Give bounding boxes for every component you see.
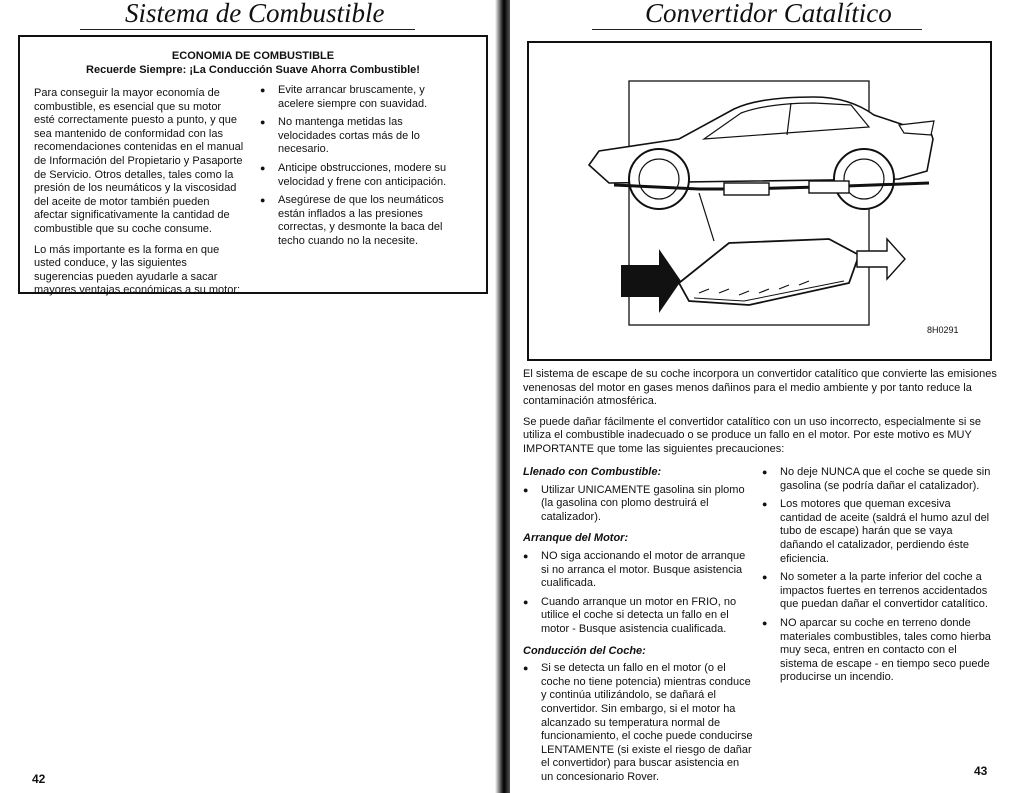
box-paragraph-2: Lo más importante es la forma en que usted conduce, y las siguientes sugerencias pueden ayudarle a sacar mayores ventajas económicas a su motor: — [34, 243, 241, 297]
start-list — [523, 550, 753, 637]
precautions-column-1 — [523, 458, 753, 789]
catalytic-converter-figure — [527, 41, 992, 361]
section-heading-start: Arranque del Motor: — [523, 532, 629, 545]
box-tips-list — [260, 84, 460, 254]
left-page — [0, 0, 495, 793]
right-title-rule — [592, 29, 922, 30]
box-paragraph-1: Para conseguir la mayor economía de combustible, es esencial que su motor esté correctamente puesto a punto, y que sea mantenido de conformidad con las recomendaciones contenidas en el manual de Información del Propietario y Pasaporte de Servicio. Otros detalles, tales como la presión de los neumáticos y la viscosidad del aceite de motor también pueden afectar significativamente la cantidad de combustible que su coche consume. — [34, 87, 244, 235]
book-gutter — [495, 0, 510, 793]
precaution-item: ● No deje NUNCA que el coche se quede sin gasolina (se podría dañar el catalizador). — [762, 466, 992, 493]
intro-text — [523, 368, 1007, 464]
box-subheading: Recuerde Siempre: ¡La Conducción Suave Ahorra Combustible! — [86, 64, 420, 76]
tip-item: ● Anticipe obstrucciones, modere su velocidad y frene con anticipación. — [260, 162, 460, 189]
right-page-number: 43 — [974, 764, 988, 778]
fuel-economy-box — [18, 35, 488, 297]
tip-item: ● No mantenga metidas las velocidades cortas más de lo necesario. — [260, 116, 460, 157]
box-left-column — [34, 87, 244, 305]
figure-code: 8H0291 — [927, 325, 959, 335]
fuel-list — [523, 484, 753, 525]
right-page — [510, 0, 1020, 793]
tip-item: ● Asegúrese de que los neumáticos están inflados a las presiones correctas, y desmonte la baca del techo cuando no la necesite. — [260, 194, 460, 248]
driving-list — [523, 662, 753, 784]
precaution-item: ● Cuando arranque un motor en FRIO, no utilice el coche si detecta un fallo en el motor - Busque asistencia cualificada. — [523, 596, 753, 637]
precaution-item: ● Utilizar UNICAMENTE gasolina sin plomo (la gasolina con plomo destruirá el catalizador). — [523, 484, 753, 525]
left-page-number: 42 — [32, 772, 46, 786]
precaution-item: ● Si se detecta un fallo en el motor (o el coche no tiene potencia) mientras conduce y continúa utilizándolo, se dañará el convertidor. Sin embargo, si el motor ha alcanzado su temperatura normal de funcionamiento, el coche puede conducirse LENTAMENTE (si existe el riesgo de dañar el convertidor) para buscar asistencia en un concesionario Rover. — [523, 662, 753, 784]
precaution-item: ● No someter a la parte inferior del coche a impactos fuertes en terrenos accidentados que puedan dañar el convertidor catalítico. — [762, 571, 992, 612]
intro-paragraph-2: Se puede dañar fácilmente el convertidor catalítico con un uso incorrecto, especialmente si se utiliza el combustible inadecuado o se produce un fallo en el motor. Por este motivo es MUY IMPORTANTE que tome las siguientes precauciones: — [523, 415, 981, 455]
precaution-item: ● Los motores que queman excesiva cantidad de aceite (saldrá el humo azul del tubo de escape) harán que se vaya dañando el catalizador, perdiendo éste eficiencia. — [762, 498, 992, 566]
right-page-title: Convertidor Catalítico — [645, 0, 892, 28]
precaution-item: ● NO siga accionando el motor de arranque si no arranca el motor. Busque asistencia cualificada. — [523, 550, 753, 591]
intro-paragraph-1: El sistema de escape de su coche incorpora un convertidor catalítico que convierte las emisiones venenosas del motor en gases menos dañinos para el medio ambiente y por tanto reduce la contaminación atmosférica. — [523, 368, 997, 408]
precautions-column-2 — [762, 466, 992, 690]
left-page-title: Sistema de Combustible — [125, 0, 385, 28]
car-exhaust-illustration — [529, 43, 990, 359]
section-heading-driving: Conducción del Coche: — [523, 644, 646, 657]
precaution-item: ● NO aparcar su coche en terreno donde materiales combustibles, tales como hierba muy seca, entren en contacto con el sistema de escape - en tiempo seco puede producirse un incendio. — [762, 617, 992, 685]
tip-item: ● Evite arrancar bruscamente, y acelere siempre con suavidad. — [260, 84, 460, 111]
section-heading-fuel: Llenado con Combustible: — [523, 466, 662, 478]
left-title-rule — [80, 29, 415, 30]
box-heading: ECONOMIA DE COMBUSTIBLE — [171, 50, 335, 62]
